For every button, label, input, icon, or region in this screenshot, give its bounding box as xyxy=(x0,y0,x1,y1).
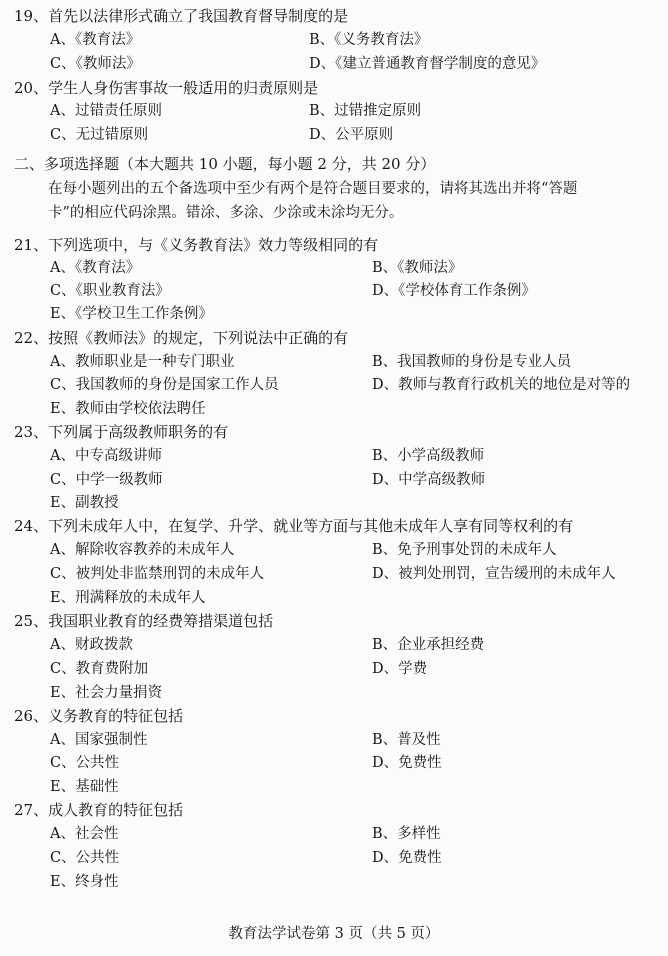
question-20-option-a: A、过错责任原则 xyxy=(50,103,162,119)
question-22-stem: 22、按照《教师法》的规定，下列说法中正确的有 xyxy=(14,329,349,347)
question-24-option-d: D、被判处刑罚，宣告缓刑的未成年人 xyxy=(372,566,616,582)
question-25-option-b: B、企业承担经费 xyxy=(372,637,485,653)
question-19-option-b: B、《义务教育法》 xyxy=(309,32,429,48)
question-22-option-d: D、教师与教育行政机关的地位是对等的 xyxy=(372,377,631,393)
question-23-option-d: D、中学高级教师 xyxy=(372,472,486,488)
question-23-option-c: C、中学一级教师 xyxy=(50,472,163,488)
section-2-instructions-line-2: 卡”的相应代码涂黑。错涂、多涂、少涂或未涂均无分。 xyxy=(48,205,404,221)
question-26-option-d: D、免费性 xyxy=(372,755,442,771)
question-25-stem: 25、我国职业教育的经费筹措渠道包括 xyxy=(14,612,274,630)
question-19-option-d: D、《建立普通教育督学制度的意见》 xyxy=(309,56,546,72)
question-20-option-b: B、过错推定原则 xyxy=(309,103,422,119)
section-2-instructions-line-1: 在每小题列出的五个备选项中至少有两个是符合题目要求的，请将其选出并将“答题 xyxy=(48,181,578,197)
question-24-option-b: B、免予刑事处罚的未成年人 xyxy=(372,542,557,558)
question-25-option-e: E、社会力量捐资 xyxy=(50,685,163,701)
question-21-option-e: E、《学校卫生工作条例》 xyxy=(50,306,213,322)
question-27-stem: 27、成人教育的特征包括 xyxy=(14,801,184,819)
question-24-option-a: A、解除收容教养的未成年人 xyxy=(50,542,235,558)
question-23-stem: 23、下列属于高级教师职务的有 xyxy=(14,423,229,441)
question-20-option-d: D、公平原则 xyxy=(309,127,394,143)
question-26-stem: 26、义务教育的特征包括 xyxy=(14,707,184,725)
question-23-option-b: B、小学高级教师 xyxy=(372,448,485,464)
question-22-option-a: A、教师职业是一种专门职业 xyxy=(50,354,235,370)
question-21-option-d: D、《学校体育工作条例》 xyxy=(372,283,536,299)
question-22-option-c: C、我国教师的身份是国家工作人员 xyxy=(50,377,279,393)
question-26-option-a: A、国家强制性 xyxy=(50,732,148,748)
question-25-option-c: C、教育费附加 xyxy=(50,661,149,677)
question-24-option-e: E、刑满释放的未成年人 xyxy=(50,590,206,606)
question-22-option-e: E、教师由学校依法聘任 xyxy=(50,401,206,417)
question-21-option-c: C、《职业教育法》 xyxy=(50,283,170,299)
question-21-option-b: B、《教师法》 xyxy=(372,260,463,276)
question-21-option-a: A、《教育法》 xyxy=(50,260,141,276)
question-20-stem: 20、学生人身伤害事故一般适用的归责原则是 xyxy=(14,79,319,97)
question-27-option-e: E、终身性 xyxy=(50,874,119,890)
question-23-option-e: E、副教授 xyxy=(50,495,119,511)
question-26-option-c: C、公共性 xyxy=(50,755,120,771)
question-19-option-c: C、《教师法》 xyxy=(50,56,141,72)
question-22-option-b: B、我国教师的身份是专业人员 xyxy=(372,354,572,370)
question-26-option-e: E、基础性 xyxy=(50,779,119,795)
section-2-title: 二、多项选择题（本大题共 10 小题，每小题 2 分，共 20 分） xyxy=(14,155,436,173)
question-24-stem: 24、下列未成年人中，在复学、升学、就业等方面与其他未成年人享有同等权利的有 xyxy=(14,517,574,535)
question-21-stem: 21、下列选项中，与《义务教育法》效力等级相同的有 xyxy=(14,236,379,254)
page-footer: 教育法学试卷第 3 页（共 5 页） xyxy=(228,926,440,942)
question-20-option-c: C、无过错原则 xyxy=(50,127,149,143)
question-19-option-a: A、《教育法》 xyxy=(50,32,141,48)
question-27-option-a: A、社会性 xyxy=(50,826,119,842)
question-27-option-d: D、免费性 xyxy=(372,850,442,866)
question-27-option-c: C、公共性 xyxy=(50,850,120,866)
question-19-stem: 19、首先以法律形式确立了我国教育督导制度的是 xyxy=(14,7,349,25)
question-24-option-c: C、被判处非监禁刑罚的未成年人 xyxy=(50,566,265,582)
question-25-option-a: A、财政拨款 xyxy=(50,637,133,653)
question-27-option-b: B、多样性 xyxy=(372,826,441,842)
question-25-option-d: D、学费 xyxy=(372,661,428,677)
question-26-option-b: B、普及性 xyxy=(372,732,441,748)
question-23-option-a: A、中专高级讲师 xyxy=(50,448,162,464)
